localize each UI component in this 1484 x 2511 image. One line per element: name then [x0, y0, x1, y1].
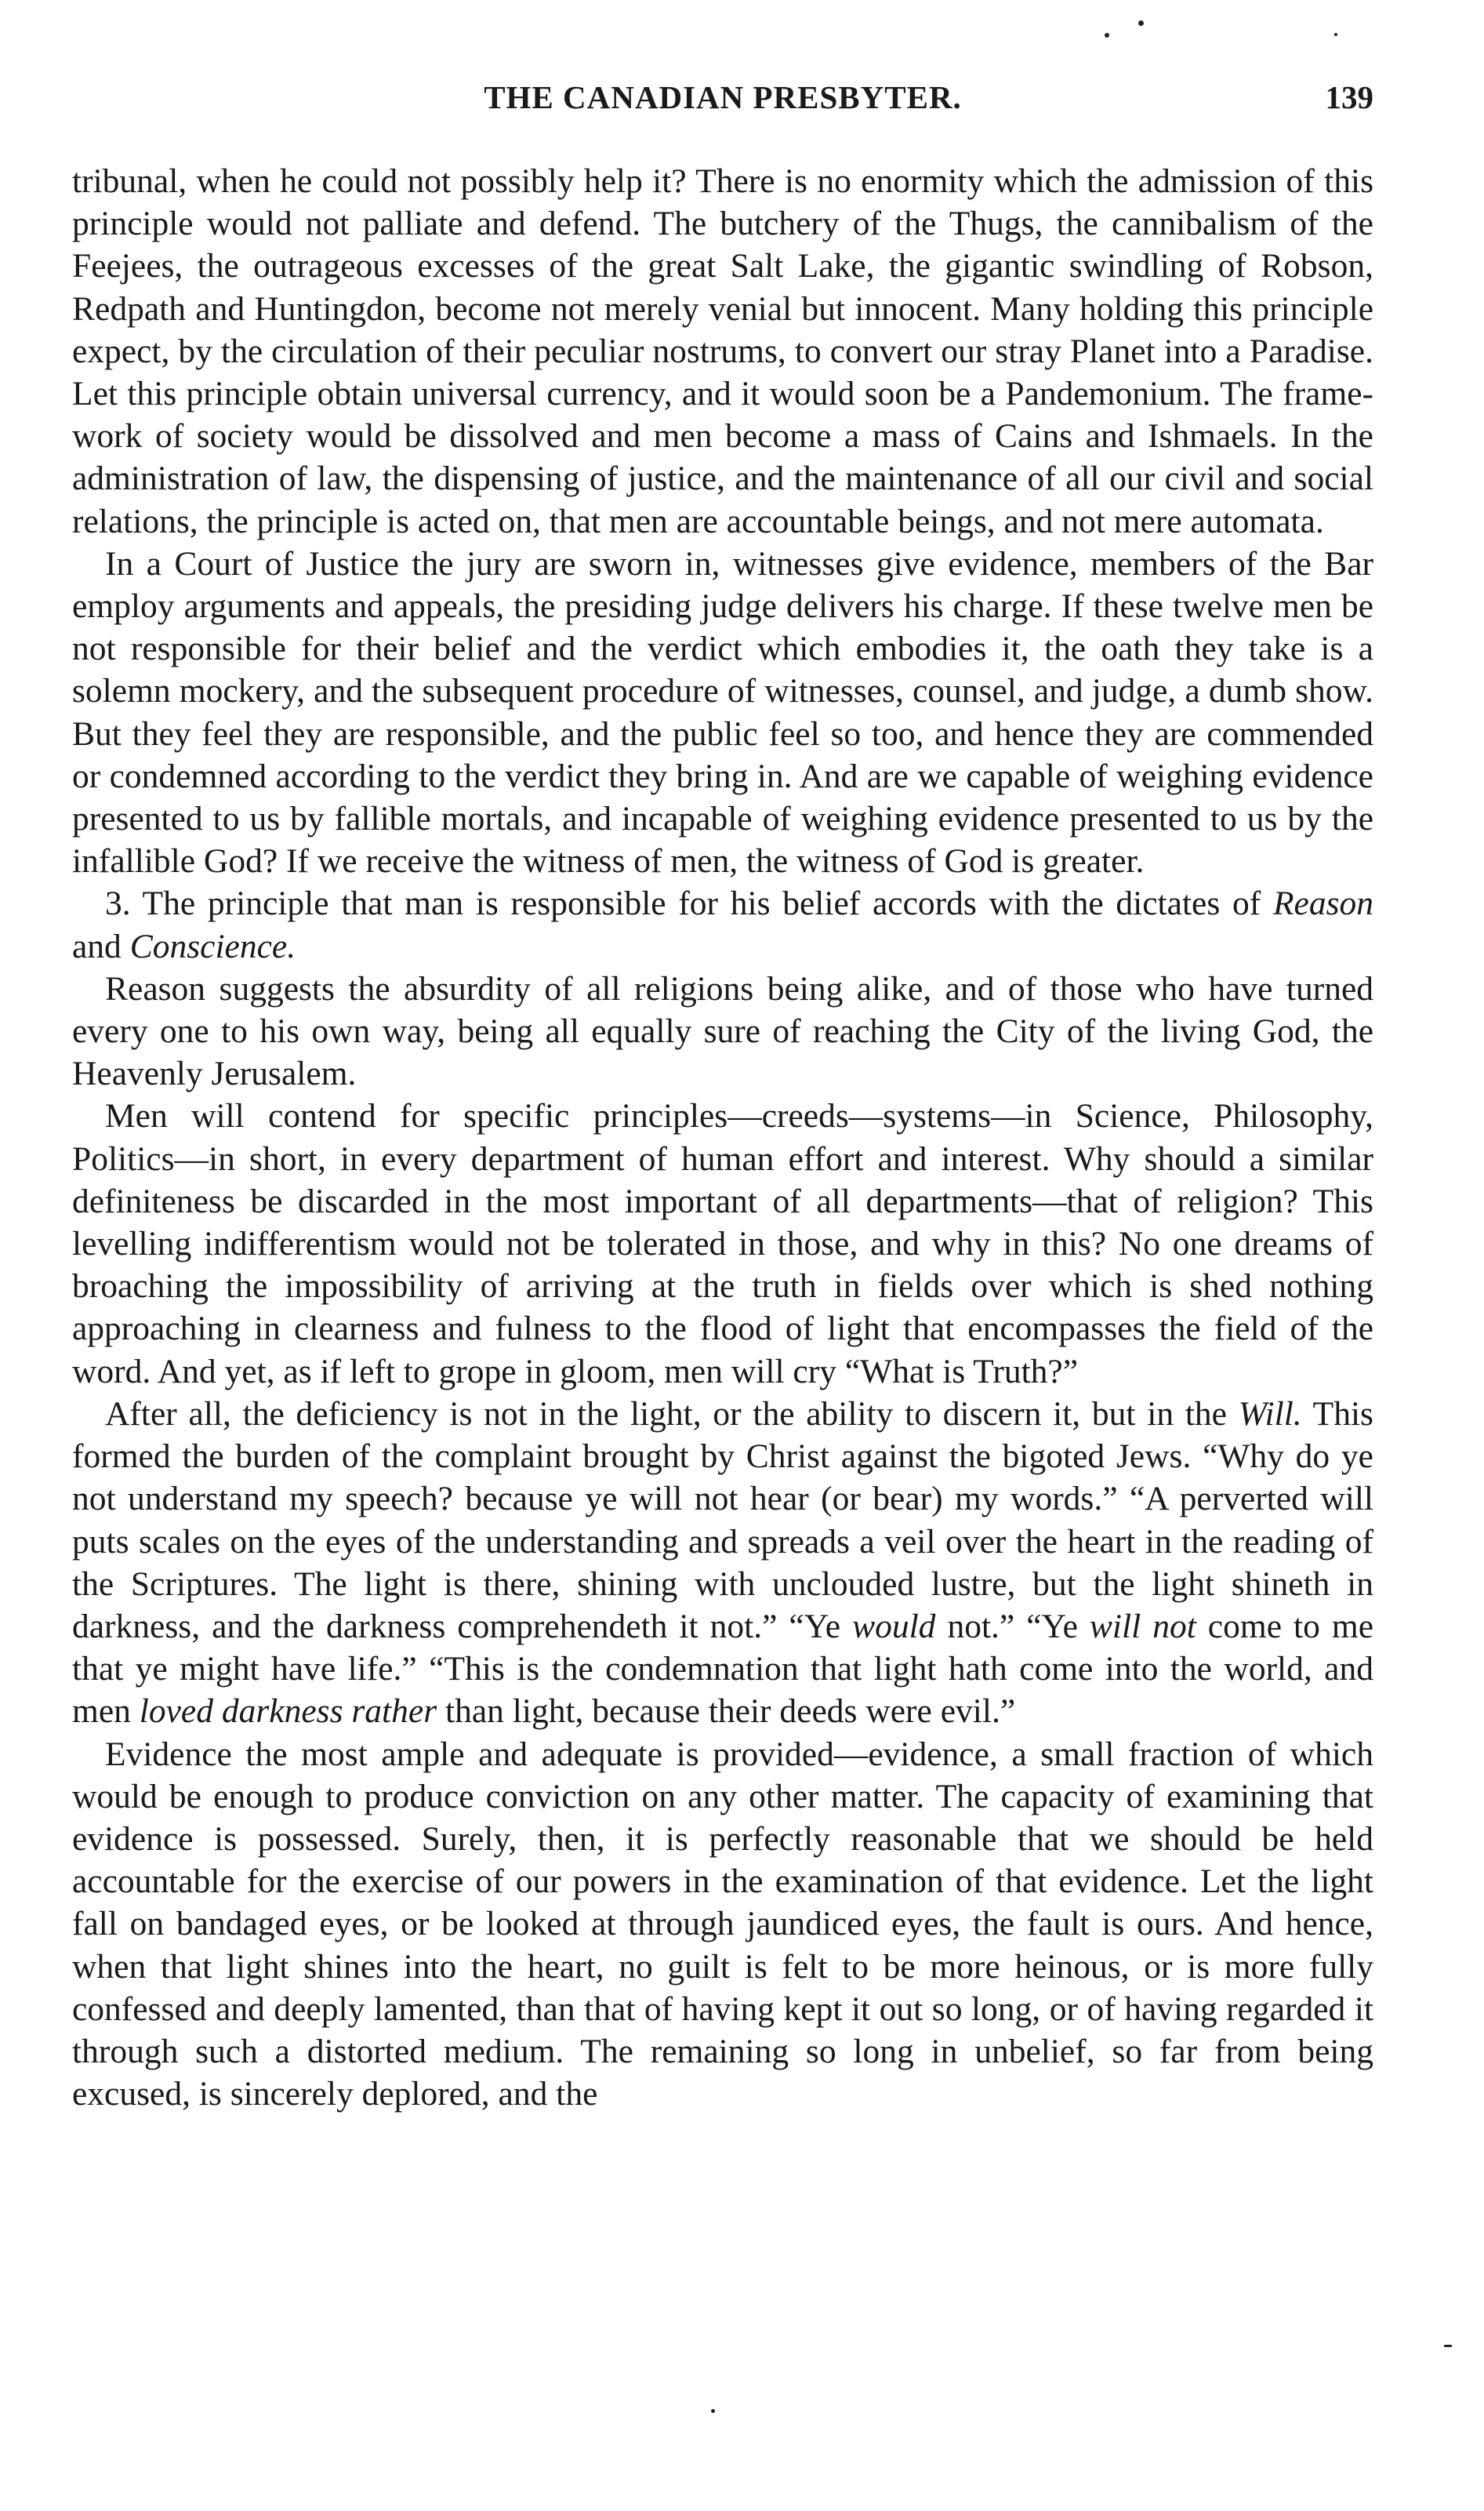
text-run: not.” “Ye	[935, 1607, 1090, 1645]
text-run: 3. The principle that man is responsible for his belief accords with the dictates of	[105, 885, 1273, 923]
text-run: Evidence the most ample and adequate is provided—evidence, a small fraction of which would be enough to produce conviction on any other matter. The capacity of examining that evidence is possessed. Surely, then, it is perfectly reasonable that we should be held accountable for the exercise of our powers in the examination of that evidence. Let the light fall on bandaged eyes, or be looked at through jaundiced eyes, the fault is ours. And hence, when that light shines into the heart, no guilt is felt to be more heinous, or is more fully confessed and deeply lamented, than that of having kept it out so long, or of having regarded it through such a distorted medium. The remaining so long in unbelief, so far from being excused, is sincerely deplored, and the	[72, 1735, 1373, 2113]
scan-speck	[1105, 33, 1109, 38]
text-run: This formed the burden of the complaint brought by Christ against the bigoted Jews. “Why do ye not understand my speech? because ye will not hear (or bear) my words.” “A perverted will puts scales on the eyes of the understanding and spreads a veil over the heart in the reading of the Scriptures. The light is there, shining with unclouded lustre, but the light shineth in darkness, and the darkness comprehendeth it not.” “Ye	[72, 1394, 1373, 1645]
paragraph-continuation	[72, 160, 1373, 543]
scan-speck	[1138, 20, 1144, 26]
paragraph-after-all	[72, 1393, 1373, 1733]
text-run: come to me that ye might have life.” “This is the condemnation that light hath come into the world, and men	[72, 1607, 1374, 1731]
italic-run: Reason	[1272, 885, 1373, 923]
italic-run: loved darkness rather	[139, 1692, 437, 1731]
text-run: than light, because their deeds were evil.”	[437, 1692, 1016, 1731]
page-number: 139	[1325, 79, 1373, 115]
text-run: and	[72, 927, 130, 965]
running-title: THE CANADIAN PRESBYTER.	[484, 79, 962, 115]
paragraph-men-will-contend	[72, 1095, 1373, 1392]
italic-run: Conscience.	[129, 927, 296, 965]
paragraph-point-3	[72, 882, 1373, 967]
italic-run: Will.	[1238, 1394, 1302, 1433]
text-run: In a Court of Justice the jury are sworn in, witnesses give evidence, members of the Bar employ arguments and appeals, the presiding judge delivers his charge. If these twelve men be not responsible for their belief and the verdict which embodies it, the oath they take is a solemn mockery, and the subsequent procedure of witnesses, counsel, and judge, a dumb show. But they feel they are responsible, and the public feel so too, and hence they are commended or condemned according to the verdict they bring in. And are we capable of weighing evidence presented to us by fallible mortals, and incapable of weighing evidence presented to us by the infallible God? If we receive the witness of men, the witness of God is greater.	[72, 544, 1373, 881]
paragraph-evidence	[72, 1733, 1373, 2116]
scan-speck	[1334, 33, 1337, 36]
article-body	[72, 160, 1373, 2115]
paragraph-reason	[72, 968, 1373, 1096]
scan-speck	[711, 2409, 715, 2413]
page-header	[72, 78, 1373, 125]
text-run: After all, the deficiency is not in the light, or the ability to discern it, but in the	[105, 1394, 1239, 1433]
text-run: tribunal, when he could not possibly help it? There is no enormity which the admission of this principle would not palliate and defend. The butchery of the Thugs, the cannibalism of the Feejees, the outrageous excesses of the great Salt Lake, the gigantic swindling of Robson, Redpath and Huntingdon, become not merely venial but innocent. Many holding this principle expect, by the circulation of their peculiar nostrums, to convert our stray Planet into a Paradise. Let this principle obtain universal currency, and it would soon be a Pandemonium. The frame-work of society would be dissolved and men become a mass of Cains and Ishmaels. In the administration of law, the dispensing of justice, and the maintenance of all our civil and social relations, the principle is acted on, that men are accountable beings, and not mere automata.	[72, 162, 1373, 540]
italic-run: will not	[1089, 1607, 1196, 1645]
italic-run: would	[852, 1607, 936, 1645]
text-run: Reason suggests the absurdity of all religions being alike, and of those who have turned every one to his own way, being all equally sure of reaching the City of the living God, the Heavenly Jerusalem.	[72, 969, 1373, 1093]
scan-speck	[1444, 2345, 1452, 2347]
text-run: Men will contend for specific principles—creeds—systems—in Science, Philosophy, Politics—in short, in every department of human effort and interest. Why should a similar definiteness be discarded in the most important of all departments—that of religion? This levelling indifferentism would not be tolerated in those, and why in this? No one dreams of broaching the impossibility of arriving at the truth in fields over which is shed nothing approaching in clearness and fulness to the flood of light that encompasses the field of the word. And yet, as if left to grope in gloom, men will cry “What is Truth?”	[72, 1097, 1373, 1390]
paragraph-court-of-justice	[72, 543, 1373, 883]
